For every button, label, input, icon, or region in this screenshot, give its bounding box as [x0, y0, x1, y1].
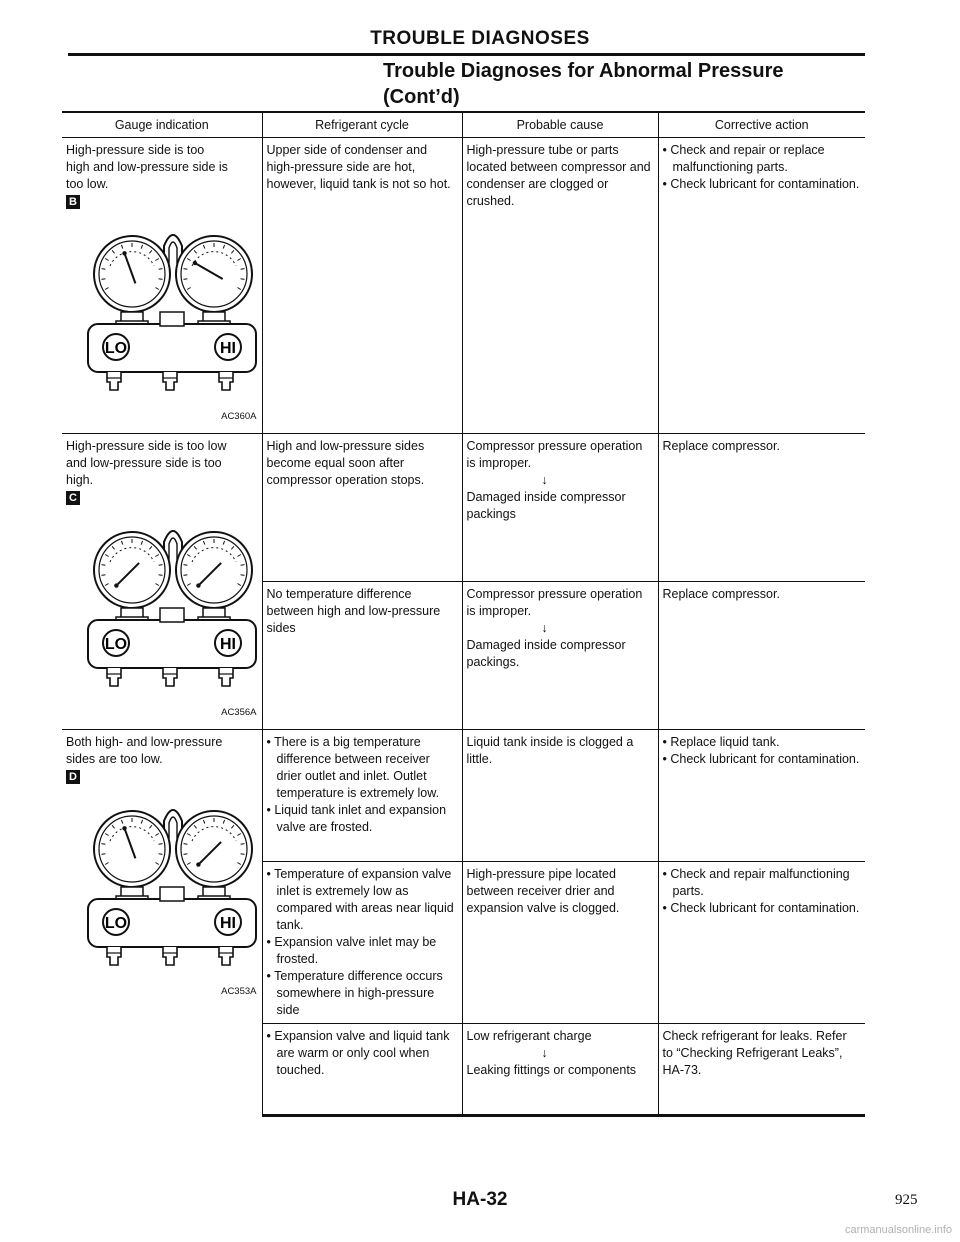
column-header-cause: Probable cause [462, 112, 658, 138]
flow-arrow: ↓ [541, 1046, 548, 1060]
watermark: carmanualsonline.info [844, 1224, 952, 1236]
table-row [62, 434, 865, 582]
figure-code: AC353A [221, 986, 257, 997]
manifold-gauge-figure [74, 787, 264, 987]
cycle-bullet: • Expansion valve inlet may be frosted. [267, 934, 457, 968]
diagnosis-table-wrapper [62, 111, 865, 1117]
cause-text: Damaged inside compressor packings. [466, 638, 626, 669]
cycle-text: No temperature difference between high and low-pressure sides [266, 587, 441, 635]
action-bullet: • Check lubricant for contamination. [663, 751, 861, 768]
corrective-action-cell [658, 1024, 865, 1116]
cause-text: Liquid tank inside is clogged a little. [466, 735, 634, 766]
table-row [62, 730, 865, 862]
figure-code: AC360A [221, 411, 257, 422]
page-title-line-1: Trouble Diagnoses for Abnormal Pressure [383, 60, 784, 82]
manifold-gauge-figure [74, 212, 264, 412]
action-bullet: • Check lubricant for contamination. [663, 900, 861, 917]
flow-arrow: ↓ [541, 621, 548, 635]
action-bullet: • Check and repair malfunctioning parts. [663, 866, 861, 900]
lo-label: LO [104, 636, 128, 653]
column-header-gauge: Gauge indication [62, 112, 262, 138]
refrigerant-cycle-cell [262, 434, 462, 582]
manifold-gauge-figure [74, 508, 264, 708]
cycle-bullet: • Temperature of expansion valve inlet is extremely low as compared with areas near liquid tank. [267, 866, 457, 934]
table-row [62, 138, 865, 434]
corrective-action-cell [658, 730, 865, 862]
lo-label: LO [104, 340, 128, 357]
hi-label: HI [220, 915, 236, 932]
corrective-action-cell [658, 862, 865, 1024]
cause-text: Compressor pressure operation is improper. [466, 439, 643, 470]
cycle-bullet: • Liquid tank inlet and expansion valve are frosted. [267, 802, 457, 836]
probable-cause-cell [462, 730, 658, 862]
diagnosis-table [62, 111, 865, 1117]
figure-code: AC356A [221, 707, 257, 718]
gauge-indication-cell [62, 138, 262, 434]
cause-text: High-pressure tube or parts located between compressor and condenser are clogged or crushed. [466, 143, 651, 208]
cause-text: High-pressure pipe located between receiver drier and expansion valve is clogged. [466, 867, 620, 915]
action-bullet: • Check and repair or replace malfunctioning parts. [663, 142, 861, 176]
gauge-indication-cell [62, 730, 262, 1116]
cause-text: Low refrigerant charge [466, 1029, 592, 1043]
gauge-indication-text: High-pressure side is too high and low-pressure side is too low. [66, 143, 228, 191]
corrective-action-cell [658, 138, 865, 434]
probable-cause-cell [462, 582, 658, 730]
column-header-action: Corrective action [658, 112, 865, 138]
action-text: Replace compressor. [662, 587, 780, 601]
probable-cause-cell [462, 434, 658, 582]
table-header-row [62, 112, 865, 138]
refrigerant-cycle-cell [262, 582, 462, 730]
header-rule [68, 53, 865, 56]
lo-label: LO [104, 915, 128, 932]
table-body [62, 138, 865, 1116]
flow-arrow: ↓ [541, 473, 548, 487]
cause-text: Leaking fittings or components [466, 1063, 637, 1077]
probable-cause-cell [462, 138, 658, 434]
gauge-indication-text: Both high- and low-pressure sides are too low. [66, 735, 223, 766]
gauge-indication-cell [62, 434, 262, 730]
cause-text: Damaged inside compressor packings [466, 490, 626, 521]
refrigerant-cycle-cell [262, 730, 462, 862]
cycle-bullet: • Expansion valve and liquid tank are warm or only cool when touched. [267, 1028, 457, 1079]
page-title-line-2: (Cont’d) [383, 86, 460, 108]
corrective-action-cell [658, 434, 865, 582]
action-text: Replace compressor. [662, 439, 780, 453]
probable-cause-cell [462, 1024, 658, 1116]
action-text: Check refrigerant for leaks. Refer to “Checking Refrigerant Leaks”, HA-73. [662, 1029, 847, 1077]
cycle-text: High and low-pressure sides become equal soon after compressor operation stops. [266, 439, 425, 487]
refrigerant-cycle-cell [262, 138, 462, 434]
probable-cause-cell [462, 862, 658, 1024]
corrective-action-cell [658, 582, 865, 730]
refrigerant-cycle-cell [262, 1024, 462, 1116]
cycle-text: Upper side of condenser and high-pressure side are hot, however, liquid tank is not so hot. [266, 143, 451, 191]
column-header-cycle: Refrigerant cycle [262, 112, 462, 138]
hi-label: HI [220, 636, 236, 653]
gauge-indication-text: High-pressure side is too low and low-pressure side is too high. [66, 439, 227, 487]
cycle-bullet: • Temperature difference occurs somewhere in high-pressure side [267, 968, 457, 1019]
action-bullet: • Check lubricant for contamination. [663, 176, 861, 193]
section-mark: D [66, 770, 80, 784]
section-mark: C [66, 491, 80, 505]
action-bullet: • Replace liquid tank. [663, 734, 861, 751]
section-title: TROUBLE DIAGNOSES [370, 28, 590, 49]
cause-text: Compressor pressure operation is improper. [466, 587, 643, 618]
page-title [383, 58, 783, 110]
page-number: 925 [895, 1192, 918, 1208]
page-label: HA-32 [452, 1189, 508, 1210]
cycle-bullet: • There is a big temperature difference between receiver drier outlet and inlet. Outlet temperature is extremely low. [267, 734, 457, 802]
refrigerant-cycle-cell [262, 862, 462, 1024]
section-mark: B [66, 195, 80, 209]
hi-label: HI [220, 340, 236, 357]
